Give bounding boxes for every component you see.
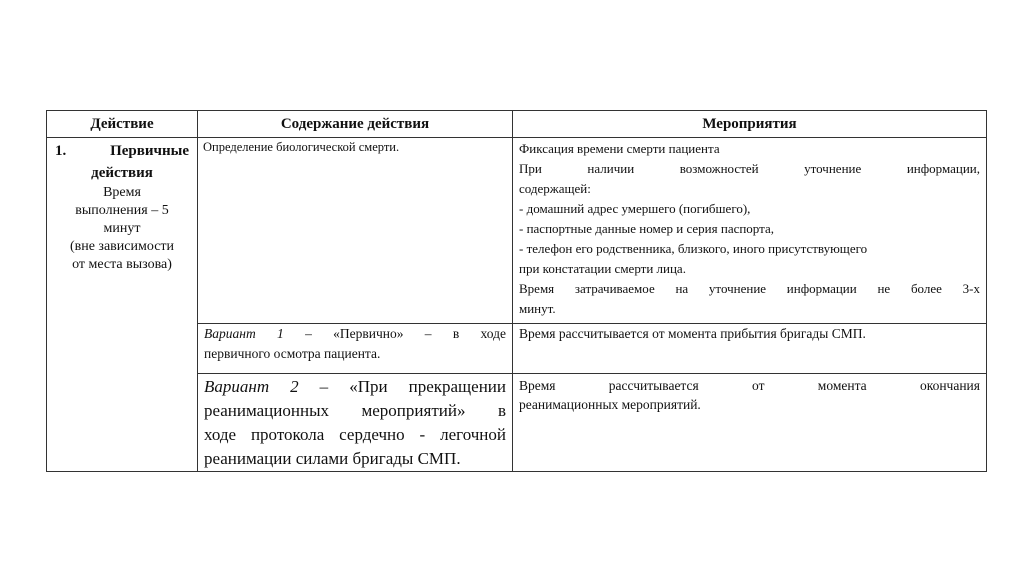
variant2-line: реанимационных мероприятий» в: [204, 401, 506, 420]
measures-line: при констатации смерти лица.: [519, 261, 686, 276]
protocol-table: [46, 110, 987, 472]
variant1-label: Вариант 1: [204, 326, 284, 341]
variant2-label: Вариант 2: [204, 377, 299, 396]
measures-line: Время затрачиваемое на уточнение информации не более 3-х: [519, 281, 980, 296]
header-action: Действие: [47, 111, 198, 138]
header-row: [47, 111, 987, 138]
measures-cell: [513, 324, 987, 374]
measures-line: - телефон его родственника, близкого, иного присутствующего: [519, 241, 868, 256]
header-measures: Мероприятия: [513, 111, 987, 138]
action-cell: [47, 138, 198, 472]
content-cell: [198, 324, 513, 374]
header-content: Содержание действия: [198, 111, 513, 138]
action-title: [47, 140, 197, 184]
variant1-measures: Время рассчитывается от момента прибытия бригады СМП.: [519, 326, 866, 341]
action-place-line: (вне зависимости: [69, 239, 175, 254]
action-time: [47, 184, 197, 274]
measures-list: [513, 138, 986, 319]
variant2-line: реанимации силами бригады СМП.: [204, 449, 461, 468]
measures-line: минут.: [519, 301, 556, 316]
measures-cell: [513, 374, 987, 472]
variant1-line: [204, 324, 506, 344]
action-number: 1.: [55, 143, 67, 159]
measures-line: При наличии возможностей уточнение информации,: [519, 161, 980, 176]
action-place-line: от места вызова): [72, 257, 172, 272]
variant2-measures-line: Время рассчитывается от момента окончания: [519, 378, 980, 393]
measures-cell: [513, 138, 987, 324]
variant2-line: [204, 375, 506, 399]
measures-line: - паспортные данные номер и серия паспорта,: [519, 221, 774, 236]
variant2-line: ходе протокола сердечно - легочной: [204, 425, 506, 444]
action-title-part2: действия: [91, 165, 153, 181]
action-time-line: выполнения – 5: [75, 203, 169, 218]
content-cell: [198, 374, 513, 472]
action-time-line: Время: [103, 185, 141, 200]
measures-line: содержащей:: [519, 181, 591, 196]
content-text: Определение биологической смерти.: [203, 140, 400, 154]
variant1-rest: – «Первично» – в ходе: [283, 326, 507, 341]
content-cell: [198, 138, 513, 324]
variant1-line: первичного осмотра пациента.: [204, 346, 381, 361]
variant2-text: [198, 374, 512, 471]
action-time-line: минут: [103, 221, 141, 236]
variant1-text: [198, 324, 512, 364]
action-title-part1: Первичные: [110, 143, 189, 159]
table-row: [47, 138, 987, 324]
measures-line: - домашний адрес умершего (погибшего),: [519, 201, 751, 216]
variant2-measures: [513, 374, 986, 414]
variant2-measures-line: реанимационных мероприятий.: [519, 397, 701, 412]
variant2-rest: – «При прекращении: [298, 377, 506, 396]
measures-line: Фиксация времени смерти пациента: [519, 141, 720, 156]
